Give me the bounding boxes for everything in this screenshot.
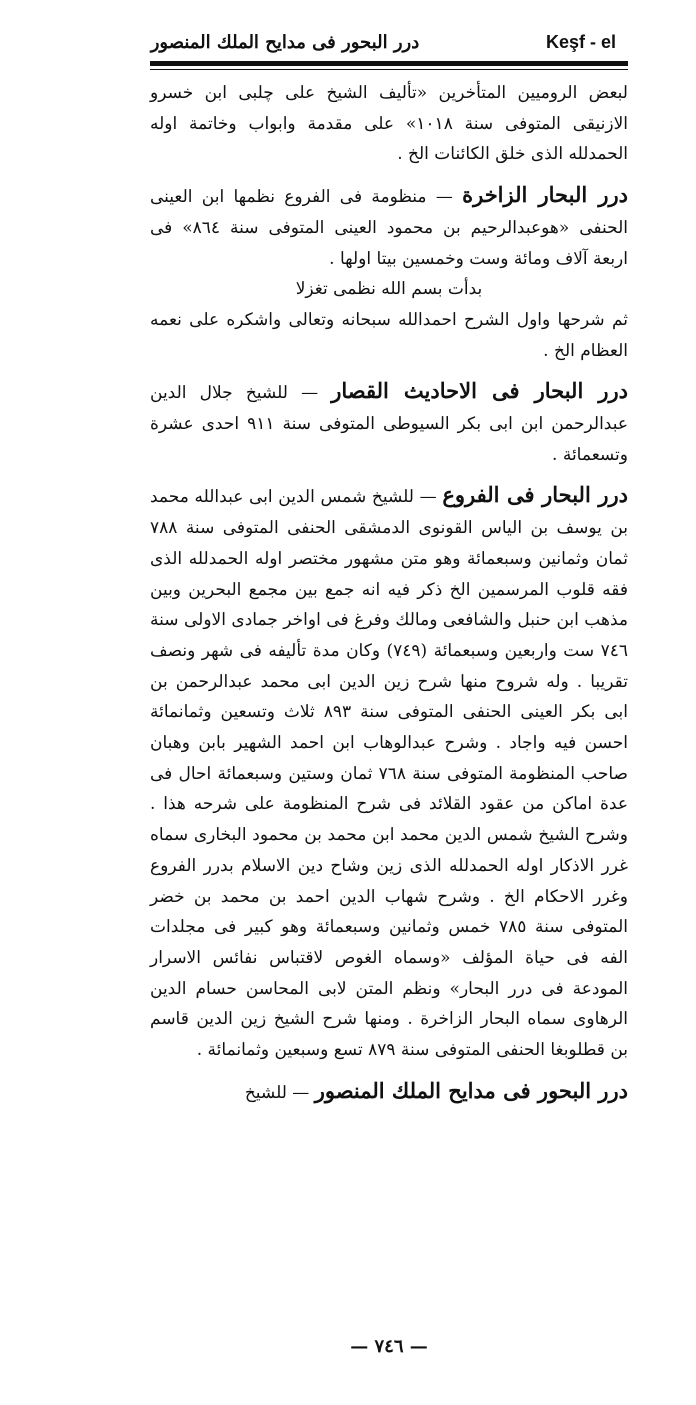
entry-title: درر البحار فى الاحاديث القصار bbox=[331, 378, 628, 404]
entry-durar-al-bihar-furu bbox=[150, 480, 628, 1065]
entry-durar-al-bihar-hadith bbox=[150, 376, 628, 470]
entry-title: درر البحار الزاخرة bbox=[462, 182, 628, 208]
paragraph-text: لبعض الروميين المتأخرين «تأليف الشيخ على چلبى ابن خسرو الازنيقى المتوفى سنة ١٠١٨» على مقدمة وابواب وخاتمة اوله الحمدلله الذى خلق الكائنات الخ . bbox=[150, 83, 628, 165]
header-rule-thin bbox=[150, 69, 628, 70]
running-head-latin: Keşf - el bbox=[546, 32, 617, 52]
entry-text: — للشيخ شمس الدين ابى عبدالله محمد بن يوسف بن الياس القونوى الدمشقى الحنفى المتوفى سنة ٧٨٨ ثمان وثمانين وسبعمائة وهو متن مشهور مختصر اوله الحمدلله الذى فقه قلوب المرسمين الخ ذكر فيه انه جمع بين مجمع البحرين وبين مذهب ابن حنبل والشافعى ومالك وفرغ فى اواخر جمادى الاولى سنة ٧٤٦ ست واربعين وسبعمائة (٧٤٩) وكان مدة تأليفه فى شهر ونصف تقريبا . وله شروح منها شرح زين الدين ابى محمد عبدالرحمن بن ابى بكر العينى الحنفى المتوفى سنة ٨٩٣ ثلاث وتسعين وثمانمائة احسن فيه واجاد . وشرح عبدالوهاب ابن احمد الشهير بابن وهبان صاحب المنظومة المتوفى سنة ٧٦٨ ثمان وستين وسبعمائة احال فى عدة اماكن من عقود القلائد فى شرح المنظومة على شرحه هذا . وشرح الشيخ شمس الدين محمد ابن محمد بن محمود البخارى سماه غرر الاذكار اوله الحمدلله الذى زين وشاح دين الاسلام بدرر الفروع وغرر الاحكام الخ . وشرح شهاب الدين احمد بن محمد بن خضر المتوفى سنة ٧٨٥ خمس وثمانين وسبعمائة وهو كبير فى مجلدات الفه فى حياة المؤلف «وسماه الغوص لاقتباس نفائس الاسرار المودعة فى درر البحار» ونظم المتن لابى المحاسن حسام الدين الرهاوى سماه البحار الزاخرة . ومنها شرح الشيخ زين الدين قاسم بن قطلوبغا الحنفى المتوفى سنة ٨٧٩ تسع وسبعين وثمانمائة . bbox=[150, 487, 629, 1061]
header-rule-thick bbox=[150, 61, 628, 66]
entry-title: درر البحور فى مدايح الملك المنصور bbox=[314, 1077, 628, 1103]
entry-text: — للشيخ bbox=[244, 1082, 310, 1103]
text-body bbox=[150, 78, 628, 1109]
verse-line bbox=[150, 274, 628, 305]
entry-text: — منظومة فى الفروع نظمها ابن العينى الحنفى «هوعبدالرحيم بن محمود العينى المتوفى سنة ٨٦٤» فى اربعة آلاف ومائة وست وخمسين بيتا اولها . bbox=[150, 187, 628, 269]
entry-title: درر البحار فى الفروع bbox=[442, 482, 628, 508]
entry-text: — للشيخ جلال الدين عبدالرحمن ابن ابى بكر السيوطى المتوفى سنة ٩١١ احدى عشرة وتسعمائة . bbox=[150, 383, 628, 465]
paragraph-text: ثم شرحها واول الشرح احمدالله سبحانه وتعالى واشكره على نعمه العظام الخ . bbox=[150, 309, 628, 361]
paragraph-continuation bbox=[150, 78, 628, 170]
verse-text: بدأت بسم الله نظمى تغزلا bbox=[295, 279, 483, 300]
running-header bbox=[150, 28, 626, 62]
entry-durar-al-buhur bbox=[150, 1076, 628, 1109]
page-number: — ٧٤٦ — bbox=[350, 1336, 428, 1357]
running-title: درر البحور فى مدايح الملك المنصور bbox=[150, 32, 420, 53]
entry-durar-al-bihar-al-zakhira bbox=[150, 180, 628, 274]
paragraph-commentary bbox=[150, 305, 628, 366]
